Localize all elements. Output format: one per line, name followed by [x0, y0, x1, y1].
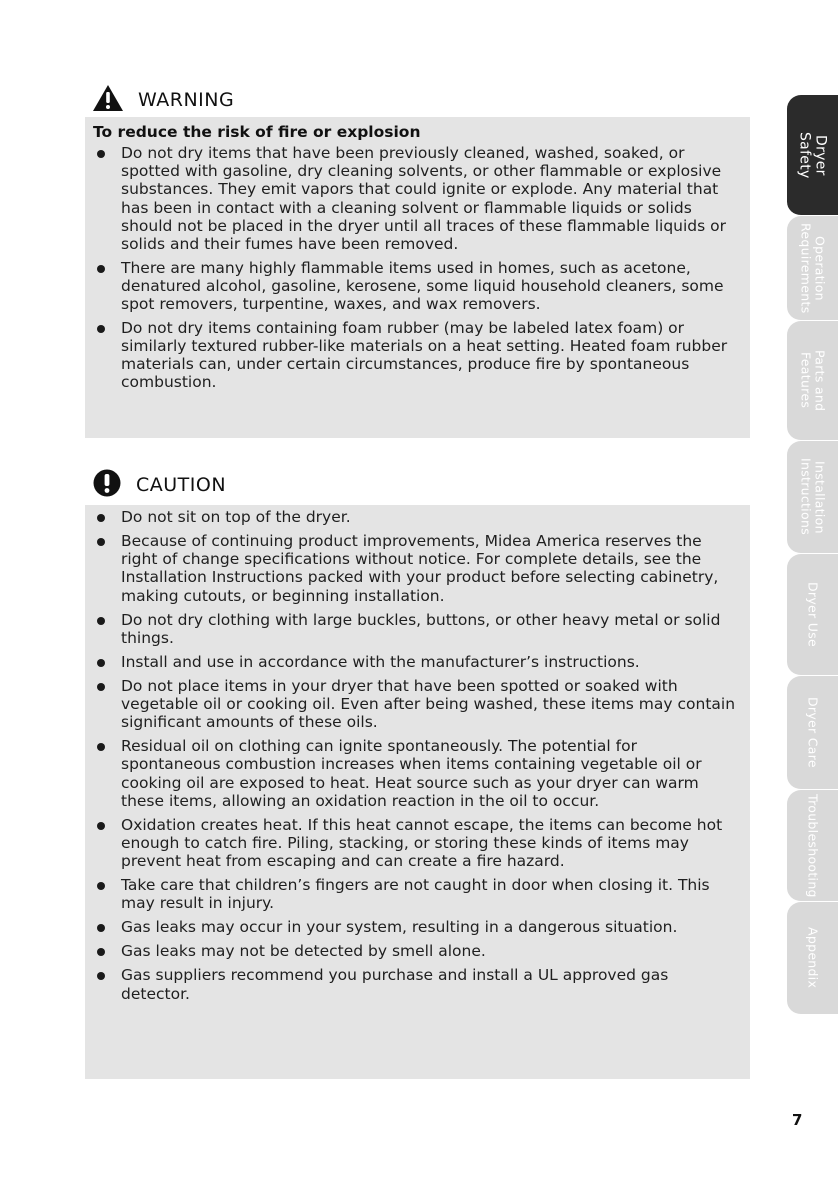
warning-box	[85, 117, 750, 438]
list-item: Because of continuing product improvements, Midea America reserves the right of change specifications without notice. For complete details, see the Installation Instructions packed with your product before selecting cabinetry, making cutouts, or beginning installation.	[93, 532, 740, 605]
tab-dryer-care[interactable]	[787, 676, 838, 790]
list-item: Residual oil on clothing can ignite spontaneously. The potential for spontaneous combustion increases when items containing vegetable oil or cooking oil are exposed to heat. Heat source such as your dryer can warm these items, allowing an oxidation reaction in the oil to occur.	[93, 737, 740, 810]
caution-header	[92, 470, 226, 500]
tab-dryer-safety[interactable]	[787, 95, 838, 216]
list-item: Do not dry items containing foam rubber (may be labeled latex foam) or similarly textured rubber-like materials on a heat setting. Heated foam rubber materials can, under certain circumstances, produce fire by spontaneous combustion.	[93, 319, 740, 392]
page-number: 7	[792, 1111, 803, 1129]
tab-label: Dryer Safety	[796, 131, 829, 179]
warning-list	[93, 144, 740, 392]
warning-header	[92, 85, 234, 115]
tab-dryer-use[interactable]	[787, 554, 838, 676]
tab-label: Dryer Care	[805, 697, 821, 768]
tab-appendix[interactable]	[787, 902, 838, 1015]
caution-exclamation-icon	[92, 468, 122, 502]
caution-box	[85, 505, 750, 1079]
list-item: Do not sit on top of the dryer.	[93, 508, 740, 526]
caution-list	[93, 508, 740, 1003]
tab-label: Installation Instructions	[798, 458, 828, 536]
caution-label: CAUTION	[136, 474, 227, 496]
tab-troubleshooting[interactable]	[787, 790, 838, 902]
list-item: There are many highly flammable items used in homes, such as acetone, denatured alcohol, gasoline, kerosene, some liquid household cleaners, some spot removers, turpentine, waxes, and wax removers.	[93, 259, 740, 314]
tab-operation-requirements[interactable]	[787, 216, 838, 321]
list-item: Do not dry items that have been previously cleaned, washed, soaked, or spotted with gasoline, dry cleaning solvents, or other flammable or explosive substances. They emit vapors that could ignite or explode. Any material that has been in contact with a cleaning solvent or flammable liquids or solids should not be placed in the dryer until all traces of these flammable liquids or solids and their fumes have been removed.	[93, 144, 740, 253]
tab-label: Appendix	[805, 927, 821, 989]
warning-title: To reduce the risk of fire or explosion	[93, 123, 421, 141]
tab-parts-and-features[interactable]	[787, 321, 838, 441]
list-item: Do not dry clothing with large buckles, buttons, or other heavy metal or solid things.	[93, 611, 740, 647]
tab-label: Troubleshooting	[805, 793, 821, 898]
warning-label: WARNING	[138, 89, 235, 111]
list-item: Install and use in accordance with the manufacturer’s instructions.	[93, 653, 740, 671]
tab-label: Parts and Features	[798, 349, 828, 412]
tab-installation-instructions[interactable]	[787, 441, 838, 554]
tab-label: Dryer Use	[805, 581, 821, 648]
list-item: Oxidation creates heat. If this heat cannot escape, the items can become hot enough to catch fire. Piling, stacking, or storing these kinds of items may prevent heat from escaping and can create a fire hazard.	[93, 816, 740, 871]
list-item: Do not place items in your dryer that have been spotted or soaked with vegetable oil or cooking oil. Even after being washed, these items may contain significant amounts of these oils.	[93, 677, 740, 732]
list-item: Take care that children’s fingers are not caught in door when closing it. This may result in injury.	[93, 876, 740, 912]
list-item: Gas leaks may occur in your system, resulting in a dangerous situation.	[93, 918, 740, 936]
warning-triangle-icon	[92, 84, 124, 116]
tab-label: Operation Requirements	[798, 222, 828, 314]
list-item: Gas suppliers recommend you purchase and install a UL approved gas detector.	[93, 966, 740, 1002]
list-item: Gas leaks may not be detected by smell alone.	[93, 942, 740, 960]
